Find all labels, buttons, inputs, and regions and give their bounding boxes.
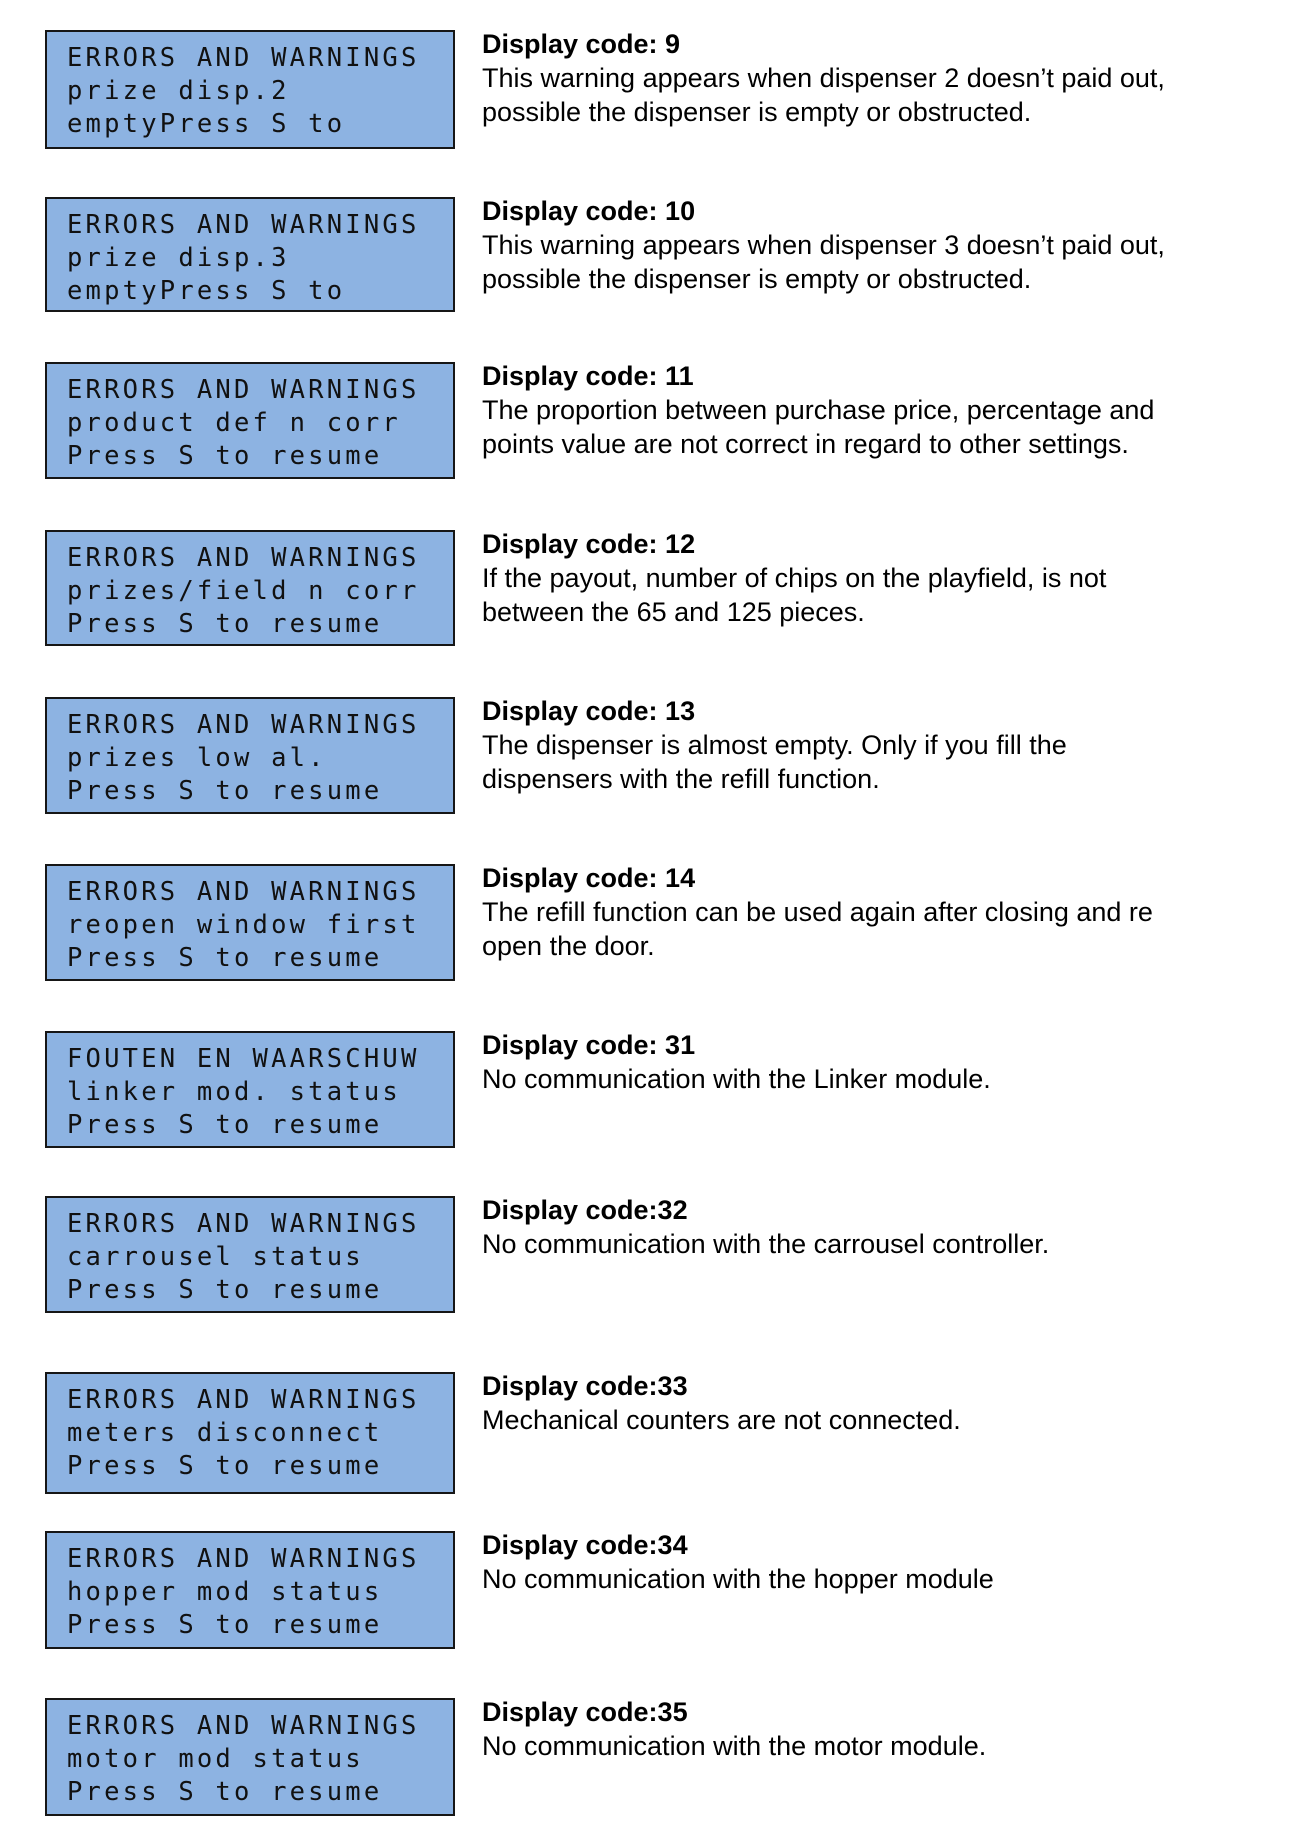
code-description (482, 695, 1272, 796)
lcd-line: Press S to resume (67, 943, 383, 973)
description-text: The refill function can be used again after closing and re (482, 897, 1153, 927)
description-text: open the door. (482, 931, 655, 961)
description-text: between the 65 and 125 pieces. (482, 597, 865, 627)
lcd-line: Press S to resume (67, 1110, 383, 1140)
code-description (482, 195, 1272, 296)
display-code-title: Display code: 31 (482, 1030, 696, 1060)
lcd-line: prize disp.2 (67, 76, 290, 106)
lcd-line: ERRORS AND WARNINGS (67, 210, 420, 240)
description-text: possible the dispenser is empty or obstructed. (482, 97, 1032, 127)
lcd-line: ERRORS AND WARNINGS (67, 710, 420, 740)
code-description (482, 1696, 1272, 1763)
lcd-display-panel (45, 530, 455, 646)
lcd-line: Press S to resume (67, 776, 383, 806)
code-description (482, 28, 1272, 129)
lcd-line: ERRORS AND WARNINGS (67, 1385, 420, 1415)
lcd-line: meters disconnect (67, 1418, 383, 1448)
lcd-display-panel (45, 1031, 455, 1148)
display-code-title: Display code: 13 (482, 696, 696, 726)
lcd-line: Press S to resume (67, 1777, 383, 1807)
code-description (482, 360, 1272, 461)
description-text: No communication with the carrousel controller. (482, 1229, 1050, 1259)
display-code-title: Display code:33 (482, 1371, 688, 1401)
display-code-title: Display code: 14 (482, 863, 696, 893)
lcd-line: linker mod. status (67, 1077, 401, 1107)
lcd-line: Press S to resume (67, 1451, 383, 1481)
display-code-title: Display code:35 (482, 1697, 688, 1727)
lcd-display-panel (45, 1531, 455, 1649)
lcd-line: ERRORS AND WARNINGS (67, 877, 420, 907)
lcd-line: hopper mod status (67, 1577, 383, 1607)
lcd-line: prizes/field n corr (67, 576, 420, 606)
lcd-line: Press S to resume (67, 441, 383, 471)
code-description (482, 1194, 1272, 1261)
display-code-title: Display code:32 (482, 1195, 688, 1225)
lcd-display-panel (45, 197, 455, 312)
code-description (482, 1529, 1272, 1596)
lcd-display-panel (45, 1372, 455, 1494)
lcd-line: FOUTEN EN WAARSCHUW (67, 1044, 420, 1074)
lcd-display-panel (45, 864, 455, 981)
lcd-display-panel (45, 30, 455, 149)
lcd-display-panel (45, 1698, 455, 1816)
display-code-title: Display code: 9 (482, 29, 681, 59)
lcd-line: motor mod status (67, 1744, 364, 1774)
display-code-title: Display code:34 (482, 1530, 688, 1560)
lcd-line: emptyPress S to (67, 109, 346, 139)
display-code-title: Display code: 10 (482, 196, 696, 226)
code-description (482, 1029, 1272, 1096)
lcd-line: prizes low al. (67, 743, 327, 773)
description-text: If the payout, number of chips on the playfield, is not (482, 563, 1107, 593)
description-text: This warning appears when dispenser 2 doesn’t paid out, (482, 63, 1165, 93)
code-description (482, 862, 1272, 963)
display-code-title: Display code: 12 (482, 529, 696, 559)
lcd-line: Press S to resume (67, 609, 383, 639)
lcd-line: ERRORS AND WARNINGS (67, 1711, 420, 1741)
lcd-line: prize disp.3 (67, 243, 290, 273)
lcd-line: Press S to resume (67, 1610, 383, 1640)
lcd-line: ERRORS AND WARNINGS (67, 375, 420, 405)
description-text: No communication with the hopper module (482, 1564, 994, 1594)
description-text: The dispenser is almost empty. Only if you fill the (482, 730, 1067, 760)
code-description (482, 1370, 1272, 1437)
lcd-line: emptyPress S to (67, 276, 346, 306)
lcd-line: reopen window first (67, 910, 420, 940)
lcd-display-panel (45, 362, 455, 479)
lcd-line: ERRORS AND WARNINGS (67, 43, 420, 73)
lcd-line: product def n corr (67, 408, 401, 438)
description-text: The proportion between purchase price, percentage and (482, 395, 1155, 425)
lcd-display-panel (45, 697, 455, 814)
code-description (482, 528, 1272, 629)
lcd-line: carrousel status (67, 1242, 364, 1272)
display-code-title: Display code: 11 (482, 361, 694, 391)
lcd-display-panel (45, 1196, 455, 1313)
lcd-line: Press S to resume (67, 1275, 383, 1305)
description-text: possible the dispenser is empty or obstructed. (482, 264, 1032, 294)
description-text: points value are not correct in regard to other settings. (482, 429, 1129, 459)
lcd-line: ERRORS AND WARNINGS (67, 1544, 420, 1574)
lcd-line: ERRORS AND WARNINGS (67, 543, 420, 573)
lcd-line: ERRORS AND WARNINGS (67, 1209, 420, 1239)
description-text: This warning appears when dispenser 3 doesn’t paid out, (482, 230, 1165, 260)
description-text: No communication with the motor module. (482, 1731, 987, 1761)
description-text: Mechanical counters are not connected. (482, 1405, 961, 1435)
description-text: dispensers with the refill function. (482, 764, 880, 794)
description-text: No communication with the Linker module. (482, 1064, 991, 1094)
